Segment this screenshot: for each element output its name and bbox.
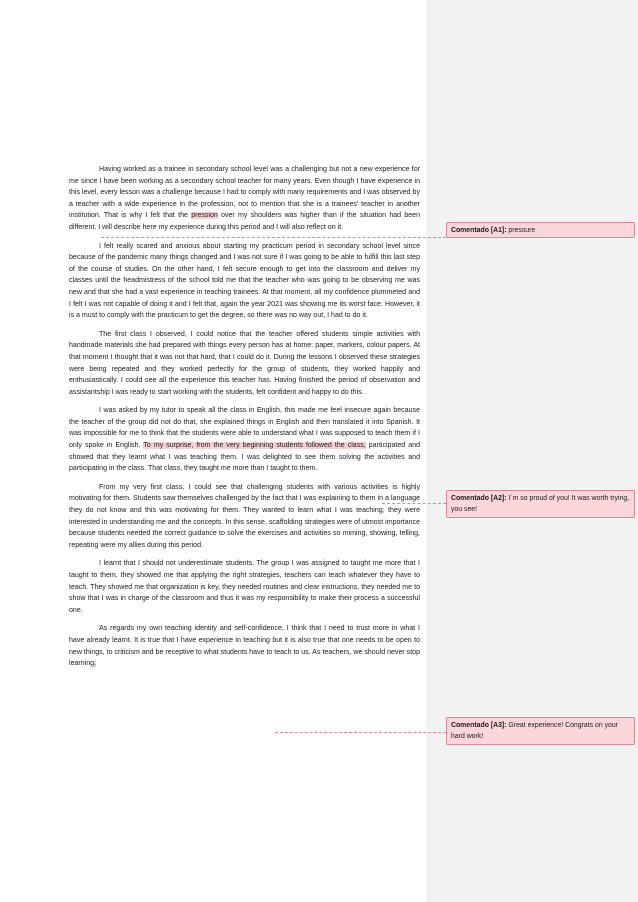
paragraph-1 bbox=[69, 164, 420, 234]
comment-a3[interactable] bbox=[446, 717, 635, 745]
highlighted-text-a1[interactable]: pression bbox=[191, 212, 218, 220]
paragraph-5 bbox=[69, 482, 420, 552]
comment-connector-a2 bbox=[382, 503, 446, 504]
paragraph-text: From my very first class, I could see that challenging students with various activities is highly motivating for them. Students saw themselves challenged by the fact that I was explaining to them in a language they do not know and this was motivating for them. They wanted to learn what I was teaching; they were interested in understanding me and the concepts. In this sense, scaffolding strategies were of utmost importance because students needed the correct guidance to solve the exercises and activities so miming, showing, telling, repeating were my allies during this period. bbox=[69, 483, 420, 549]
comment-text: I´m so proud of you! It was worth trying, you see! bbox=[451, 495, 630, 513]
comment-label: Comentado [A2]: bbox=[451, 495, 507, 502]
paragraph-4 bbox=[69, 405, 420, 475]
paragraph-text: As regards my own teaching identity and self-confidence, I think that I need to trust more in what I have already learnt. It is true that I have experience in teaching but it is also true that one needs to be open to new things, to criticism and be receptive to what students have to teach to us. As teachers, we should never stop learning bbox=[69, 625, 420, 668]
highlighted-text-a2[interactable]: To my surprise, from the very beginning students followed the class, bbox=[143, 442, 366, 450]
paragraph-text: participated and showed that they learnt what I was teaching them. I was delighted to see them solving the activities and participating in the class. That class, they taught me more than I taught to them. bbox=[69, 442, 420, 473]
comment-a1[interactable] bbox=[446, 222, 635, 238]
document-body bbox=[69, 164, 420, 670]
paragraph-text: I learnt that I should not underestimate students. The group I was assigned to taught me more that I taught to them, they showed me that applying the right strategies, teachers can teach whatever they have to teach. They showed me that organization is key, they needed routines and clear instructions, they needed me to show that I was in charge of the classroom and thus it was my responsibility to make their process a successful one. bbox=[69, 560, 420, 614]
paragraph-6 bbox=[69, 558, 420, 616]
paragraph-3 bbox=[69, 329, 420, 399]
paragraph-text: I felt really scared and anxious about starting my practicum period in secondary school level since because of the pandemic many things changed and I was not sure if I was going to be able to fulfill this last step of the course of studies. On the other hand, I felt secure enough to get into the classroom and deliver my classes until the headmistress of the school told me that the teacher who was going to be observing me was new and that she had a vast experience in teaching trainees. At that moment, all my confidence plummeted and I felt I was not capable of doing it and I felt that, again the year 2021 was showing me its worst face. However, it is a must to comply with the practicum to get the degree, so there was no way out, I had to do it. bbox=[69, 242, 420, 320]
paragraph-text: over my shoulders was higher than if the situation had been different. I will describe here my experience during this period and I will also reflect on it. bbox=[69, 212, 420, 231]
paragraph-text: I was asked by my tutor to speak all the class in English, this made me feel insecure again because the teacher of the group did not do that, she explained things in English and then translated it into Spanish. It was impossible for me to think that the students were able to understand what I was supposed to teach them if I only spoke in English. bbox=[69, 407, 420, 450]
comment-label: Comentado [A1]: bbox=[451, 227, 507, 234]
paragraph-text: Having worked as a trainee in secondary school level was a challenging but not a new experience for me since I have been working as a secondary school teacher for many years. Even though I have experience in this level, every lesson was a challenge because I had to comply with many requirements and I was observed by a teacher with a wide experience in the profession, not to mention that she is a trainees’ teacher in another institution. That is why I felt that the bbox=[69, 166, 420, 220]
comment-a2[interactable] bbox=[446, 490, 635, 518]
comment-label: Comentado [A3]: bbox=[451, 722, 507, 729]
comment-text: pressure bbox=[506, 227, 536, 234]
comments-margin bbox=[426, 0, 638, 902]
comment-connector-a1 bbox=[101, 237, 446, 238]
highlighted-text-a3[interactable]: . bbox=[94, 660, 97, 668]
comment-text: Great experience! Congrats on your hard work! bbox=[451, 722, 618, 740]
paragraph-7 bbox=[69, 623, 420, 669]
paragraph-2 bbox=[69, 241, 420, 322]
paragraph-text: The first class I observed, I could notice that the teacher offered students simple activities with handmade materials she had prepared with things every person has at home: paper, markers, colour papers. At that moment I thought that it was not that hard, that I could do it. During the lessons I observed these strategies were being repeated and they worked perfectly for the group of students, they worked happily and enthusiastically. I could see all the experience this teacher has. Having finished the period of observation and assistantship I was ready to start working with the students, felt confident and happy to do this. bbox=[69, 330, 420, 396]
comment-connector-a3 bbox=[275, 732, 446, 733]
